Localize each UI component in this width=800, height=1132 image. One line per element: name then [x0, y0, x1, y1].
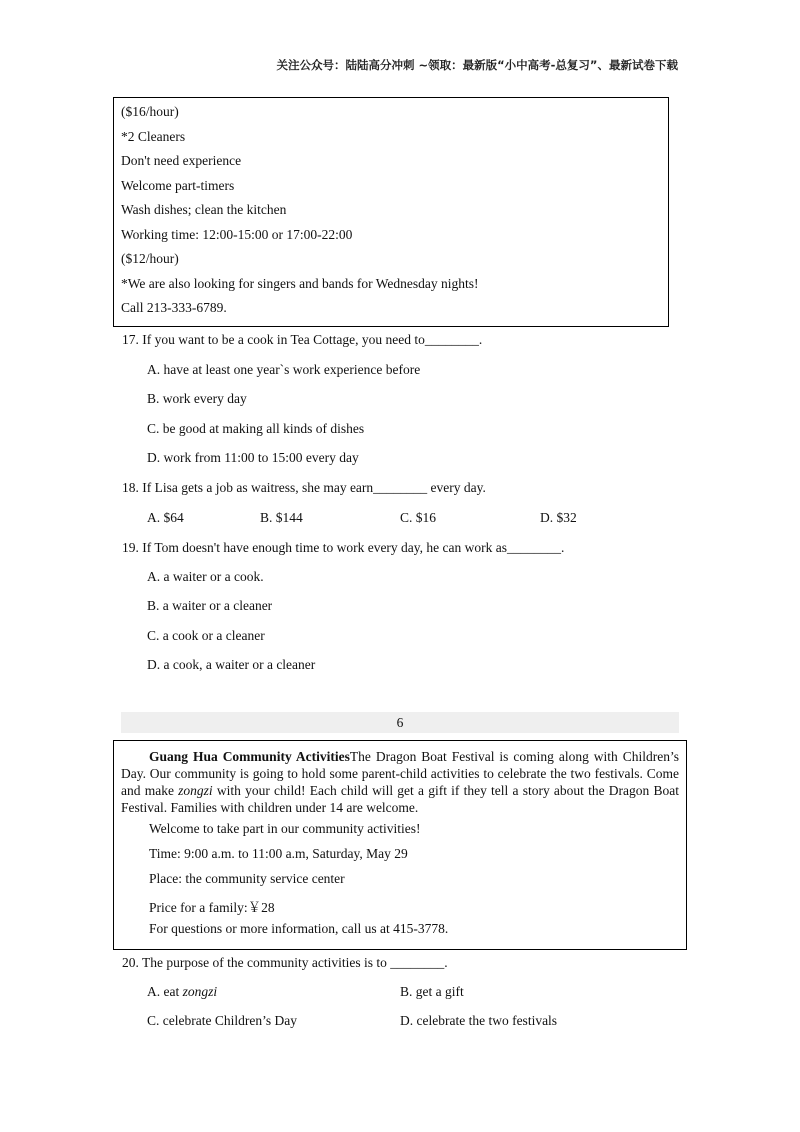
- q18-option-b: B. $144: [260, 510, 303, 525]
- ad-line: *2 Cleaners: [121, 129, 186, 144]
- q18-option-c: C. $16: [400, 510, 437, 525]
- q17-option-d: D. work from 11:00 to 15:00 every day: [147, 450, 359, 465]
- q17-option-c: C. be good at making all kinds of dishes: [147, 421, 365, 436]
- question-18: 18. If Lisa gets a job as waitress, she may earn________ every day.: [122, 480, 486, 495]
- page-header: 关注公众号：陆陆高分冲刺 ~领取：最新版“小中高考-总复习”、最新试卷下载: [276, 58, 678, 72]
- ad-line: *We are also looking for singers and bands for Wednesday nights!: [121, 276, 479, 291]
- community-intro: [121, 748, 679, 816]
- question-19: 19. If Tom doesn't have enough time to work every day, he can work as________.: [122, 540, 565, 555]
- question-20: 20. The purpose of the community activities is to ________.: [122, 955, 448, 970]
- community-line: Time: 9:00 a.m. to 11:00 a.m, Saturday, May 29: [149, 846, 408, 861]
- q18-option-a: A. $64: [147, 510, 184, 525]
- ad-line: ($12/hour): [121, 251, 179, 266]
- community-line: Price for a family:￥28: [149, 900, 275, 915]
- ad-line: Working time: 12:00-15:00 or 17:00-22:00: [121, 227, 353, 242]
- community-line: Place: the community service center: [149, 871, 345, 886]
- q19-option-b: B. a waiter or a cleaner: [147, 598, 273, 613]
- ad-line: Wash dishes; clean the kitchen: [121, 202, 287, 217]
- q20-option-b: B. get a gift: [400, 984, 464, 999]
- q20-option-a-prefix: A. eat: [147, 984, 183, 999]
- community-intro-zongzi: zongzi: [178, 783, 213, 798]
- community-title: Guang Hua Community Activities: [149, 749, 350, 764]
- job-ad-box: [113, 97, 669, 327]
- q19-option-d: D. a cook, a waiter or a cleaner: [147, 657, 316, 672]
- ad-line: ($16/hour): [121, 104, 179, 119]
- section-number-bar: 6: [121, 712, 679, 733]
- community-intro-part-1: The Dragon Boat Festival is coming along with Children’s Day. Our community is going to hold some parent-child activities to celebrate the two festivals. Come and make: [121, 749, 679, 798]
- q19-option-c: C. a cook or a cleaner: [147, 628, 265, 643]
- q17-option-a: A. have at least one year`s work experience before: [147, 362, 421, 377]
- question-17: 17. If you want to be a cook in Tea Cottage, you need to________.: [122, 332, 483, 347]
- community-intro-part-2: with your child! Each child will get a gift if they tell a story about the Dragon Boat Festival. Families with children under 14 are welcome.: [121, 783, 679, 815]
- ad-line: Don't need experience: [121, 153, 242, 168]
- ad-line: Call 213-333-6789.: [121, 300, 227, 315]
- q17-option-b: B. work every day: [147, 391, 247, 406]
- community-line: For questions or more information, call us at 415-3778.: [149, 921, 449, 936]
- q18-option-d: D. $32: [540, 510, 577, 525]
- ad-line: Welcome part-timers: [121, 178, 235, 193]
- q20-option-d: D. celebrate the two festivals: [400, 1013, 558, 1028]
- q19-option-a: A. a waiter or a cook.: [147, 569, 264, 584]
- q20-option-a: [147, 984, 217, 1000]
- community-line: Welcome to take part in our community activities!: [149, 821, 421, 836]
- community-activities-box: [113, 740, 687, 950]
- q20-option-c: C. celebrate Children’s Day: [147, 1013, 297, 1028]
- q20-option-a-word: zongzi: [182, 984, 218, 999]
